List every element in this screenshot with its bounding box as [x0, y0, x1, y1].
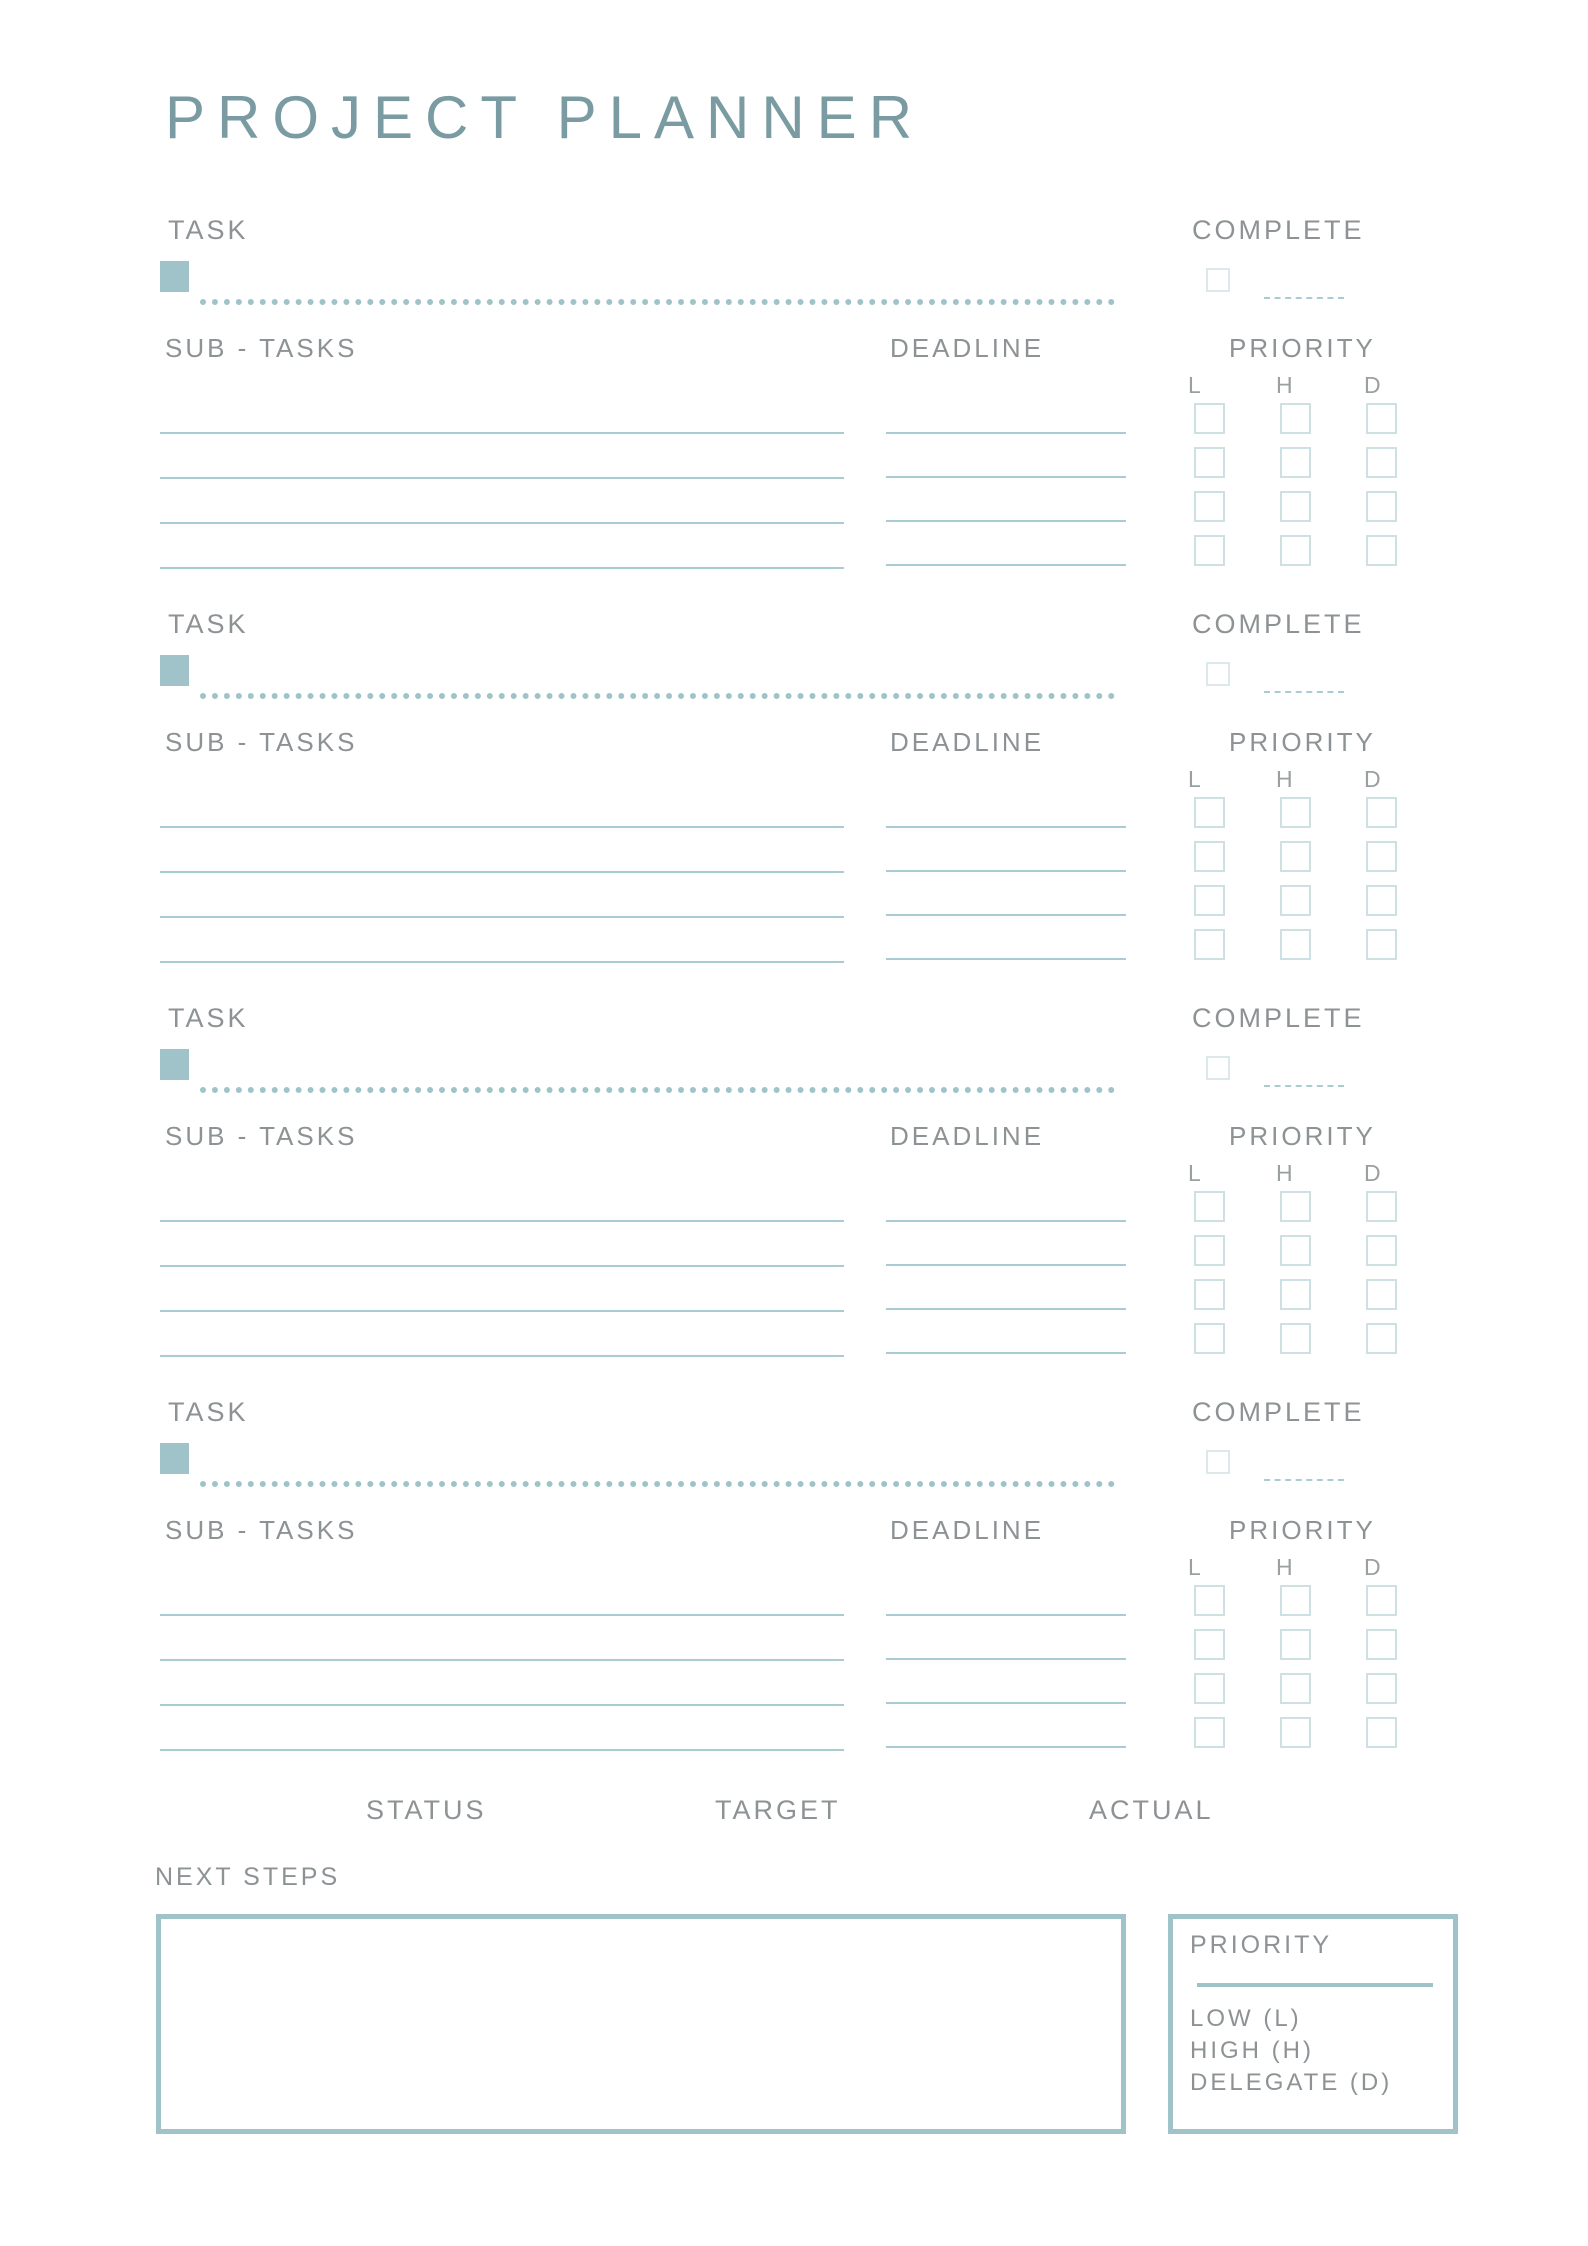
deadline-line-4-2[interactable]: [886, 1658, 1126, 1660]
complete-label-4: COMPLETE: [1192, 1397, 1365, 1427]
subtask-line-1-1[interactable]: [160, 432, 844, 434]
priority-label-2: PRIORITY: [1229, 727, 1376, 757]
priority-low-box-4-4[interactable]: [1194, 1717, 1225, 1748]
deadline-line-2-3[interactable]: [886, 914, 1126, 916]
deadline-line-1-4[interactable]: [886, 564, 1126, 566]
task-marker-3: [160, 1049, 189, 1080]
priority-low-box-2-3[interactable]: [1194, 885, 1225, 916]
page-title: PROJECT PLANNER: [165, 84, 925, 151]
subtask-line-4-3[interactable]: [160, 1704, 844, 1706]
priority-high-box-1-1[interactable]: [1280, 403, 1311, 434]
legend-title: PRIORITY: [1190, 1931, 1333, 1959]
priority-col-d-2: D: [1364, 766, 1383, 792]
priority-high-box-1-3[interactable]: [1280, 491, 1311, 522]
deadline-label-1: DEADLINE: [890, 333, 1045, 363]
priority-col-h-4: H: [1276, 1554, 1295, 1580]
task-entry-line-3[interactable]: [200, 1087, 1115, 1093]
priority-delegate-box-4-4[interactable]: [1366, 1717, 1397, 1748]
priority-delegate-box-4-3[interactable]: [1366, 1673, 1397, 1704]
priority-high-box-3-3[interactable]: [1280, 1279, 1311, 1310]
task-marker-1: [160, 261, 189, 292]
priority-high-box-2-4[interactable]: [1280, 929, 1311, 960]
priority-delegate-box-2-1[interactable]: [1366, 797, 1397, 828]
priority-high-box-1-4[interactable]: [1280, 535, 1311, 566]
task-label-3: TASK: [168, 1003, 249, 1033]
complete-checkbox-1[interactable]: [1206, 268, 1230, 292]
subtasks-label-3: SUB - TASKS: [165, 1121, 358, 1151]
priority-low-box-2-4[interactable]: [1194, 929, 1225, 960]
subtask-line-3-2[interactable]: [160, 1265, 844, 1267]
complete-label-1: COMPLETE: [1192, 215, 1365, 245]
priority-high-box-2-1[interactable]: [1280, 797, 1311, 828]
target-label: TARGET: [715, 1795, 841, 1825]
priority-low-box-4-2[interactable]: [1194, 1629, 1225, 1660]
task-entry-line-1[interactable]: [200, 299, 1115, 305]
priority-col-d-4: D: [1364, 1554, 1383, 1580]
priority-low-box-4-3[interactable]: [1194, 1673, 1225, 1704]
priority-high-box-1-2[interactable]: [1280, 447, 1311, 478]
subtasks-label-1: SUB - TASKS: [165, 333, 358, 363]
priority-low-box-2-2[interactable]: [1194, 841, 1225, 872]
priority-delegate-box-3-4[interactable]: [1366, 1323, 1397, 1354]
complete-checkbox-4[interactable]: [1206, 1450, 1230, 1474]
priority-high-box-2-3[interactable]: [1280, 885, 1311, 916]
deadline-label-4: DEADLINE: [890, 1515, 1045, 1545]
deadline-line-2-4[interactable]: [886, 958, 1126, 960]
priority-col-l-3: L: [1188, 1160, 1203, 1186]
priority-label-1: PRIORITY: [1229, 333, 1376, 363]
complete-date-line-2[interactable]: [1264, 691, 1344, 693]
priority-delegate-box-1-2[interactable]: [1366, 447, 1397, 478]
subtask-line-3-3[interactable]: [160, 1310, 844, 1312]
subtask-line-2-4[interactable]: [160, 961, 844, 963]
subtask-line-4-2[interactable]: [160, 1659, 844, 1661]
deadline-line-4-4[interactable]: [886, 1746, 1126, 1748]
priority-low-box-4-1[interactable]: [1194, 1585, 1225, 1616]
legend-item-high: HIGH (H): [1190, 2037, 1314, 2064]
priority-delegate-box-1-4[interactable]: [1366, 535, 1397, 566]
priority-delegate-box-2-2[interactable]: [1366, 841, 1397, 872]
deadline-line-1-3[interactable]: [886, 520, 1126, 522]
subtask-line-1-4[interactable]: [160, 567, 844, 569]
priority-low-box-3-4[interactable]: [1194, 1323, 1225, 1354]
deadline-line-1-1[interactable]: [886, 432, 1126, 434]
subtasks-label-2: SUB - TASKS: [165, 727, 358, 757]
priority-high-box-4-4[interactable]: [1280, 1717, 1311, 1748]
priority-delegate-box-4-2[interactable]: [1366, 1629, 1397, 1660]
deadline-line-3-3[interactable]: [886, 1308, 1126, 1310]
priority-col-d-1: D: [1364, 372, 1383, 398]
status-label: STATUS: [366, 1795, 487, 1825]
complete-label-3: COMPLETE: [1192, 1003, 1365, 1033]
deadline-line-3-1[interactable]: [886, 1220, 1126, 1222]
priority-low-box-1-4[interactable]: [1194, 535, 1225, 566]
task-label-4: TASK: [168, 1397, 249, 1427]
deadline-line-2-2[interactable]: [886, 870, 1126, 872]
deadline-line-4-1[interactable]: [886, 1614, 1126, 1616]
subtask-line-4-1[interactable]: [160, 1614, 844, 1616]
task-label-1: TASK: [168, 215, 249, 245]
task-entry-line-4[interactable]: [200, 1481, 1115, 1487]
priority-low-box-1-1[interactable]: [1194, 403, 1225, 434]
complete-date-line-3[interactable]: [1264, 1085, 1344, 1087]
priority-low-box-2-1[interactable]: [1194, 797, 1225, 828]
complete-label-2: COMPLETE: [1192, 609, 1365, 639]
priority-col-l-4: L: [1188, 1554, 1203, 1580]
priority-delegate-box-3-3[interactable]: [1366, 1279, 1397, 1310]
priority-delegate-box-3-1[interactable]: [1366, 1191, 1397, 1222]
deadline-line-2-1[interactable]: [886, 826, 1126, 828]
complete-date-line-4[interactable]: [1264, 1479, 1344, 1481]
priority-delegate-box-4-1[interactable]: [1366, 1585, 1397, 1616]
priority-low-box-3-2[interactable]: [1194, 1235, 1225, 1266]
priority-col-h-2: H: [1276, 766, 1295, 792]
priority-high-box-4-2[interactable]: [1280, 1629, 1311, 1660]
priority-label-3: PRIORITY: [1229, 1121, 1376, 1151]
priority-low-box-1-2[interactable]: [1194, 447, 1225, 478]
priority-high-box-3-4[interactable]: [1280, 1323, 1311, 1354]
subtask-line-2-1[interactable]: [160, 826, 844, 828]
priority-col-l-1: L: [1188, 372, 1203, 398]
priority-col-d-3: D: [1364, 1160, 1383, 1186]
subtask-line-3-1[interactable]: [160, 1220, 844, 1222]
actual-label: ACTUAL: [1089, 1795, 1214, 1825]
deadline-label-3: DEADLINE: [890, 1121, 1045, 1151]
deadline-line-4-3[interactable]: [886, 1702, 1126, 1704]
task-label-2: TASK: [168, 609, 249, 639]
priority-col-h-3: H: [1276, 1160, 1295, 1186]
priority-low-box-1-3[interactable]: [1194, 491, 1225, 522]
priority-high-box-2-2[interactable]: [1280, 841, 1311, 872]
subtasks-label-4: SUB - TASKS: [165, 1515, 358, 1545]
priority-low-box-3-1[interactable]: [1194, 1191, 1225, 1222]
deadline-line-3-2[interactable]: [886, 1264, 1126, 1266]
task-entry-line-2[interactable]: [200, 693, 1115, 699]
subtask-line-2-3[interactable]: [160, 916, 844, 918]
deadline-line-1-2[interactable]: [886, 476, 1126, 478]
priority-delegate-box-2-4[interactable]: [1366, 929, 1397, 960]
priority-high-box-4-3[interactable]: [1280, 1673, 1311, 1704]
priority-high-box-4-1[interactable]: [1280, 1585, 1311, 1616]
task-marker-2: [160, 655, 189, 686]
next-steps-label: NEXT STEPS: [155, 1863, 341, 1891]
priority-col-l-2: L: [1188, 766, 1203, 792]
priority-delegate-box-3-2[interactable]: [1366, 1235, 1397, 1266]
deadline-label-2: DEADLINE: [890, 727, 1045, 757]
subtask-line-3-4[interactable]: [160, 1355, 844, 1357]
task-marker-4: [160, 1443, 189, 1474]
subtask-line-2-2[interactable]: [160, 871, 844, 873]
complete-checkbox-2[interactable]: [1206, 662, 1230, 686]
priority-high-box-3-1[interactable]: [1280, 1191, 1311, 1222]
legend-item-low: LOW (L): [1190, 2005, 1302, 2032]
legend-item-delegate: DELEGATE (D): [1190, 2069, 1393, 2096]
subtask-line-1-2[interactable]: [160, 477, 844, 479]
subtask-line-4-4[interactable]: [160, 1749, 844, 1751]
complete-date-line-1[interactable]: [1264, 297, 1344, 299]
priority-high-box-3-2[interactable]: [1280, 1235, 1311, 1266]
priority-delegate-box-1-1[interactable]: [1366, 403, 1397, 434]
next-steps-box[interactable]: [156, 1914, 1126, 2134]
priority-delegate-box-1-3[interactable]: [1366, 491, 1397, 522]
priority-label-4: PRIORITY: [1229, 1515, 1376, 1545]
priority-col-h-1: H: [1276, 372, 1295, 398]
complete-checkbox-3[interactable]: [1206, 1056, 1230, 1080]
priority-delegate-box-2-3[interactable]: [1366, 885, 1397, 916]
subtask-line-1-3[interactable]: [160, 522, 844, 524]
deadline-line-3-4[interactable]: [886, 1352, 1126, 1354]
priority-low-box-3-3[interactable]: [1194, 1279, 1225, 1310]
legend-divider: [1197, 1983, 1433, 1987]
